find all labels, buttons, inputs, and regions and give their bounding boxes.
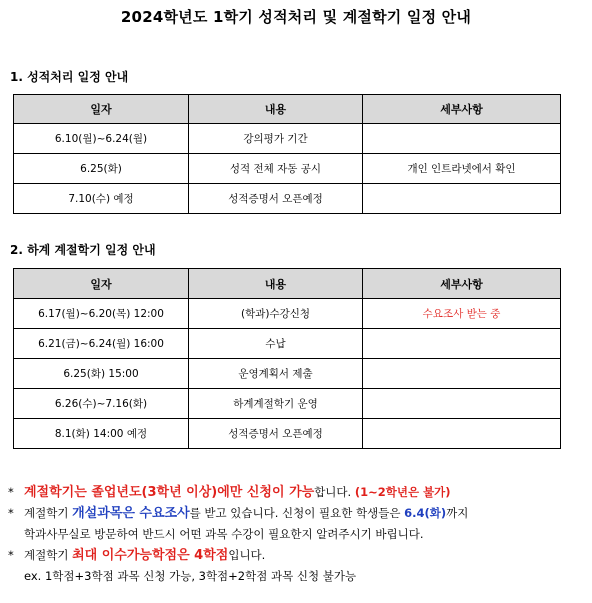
row-detail	[363, 124, 561, 154]
header-content: 내용	[189, 269, 363, 299]
note-eligibility-emphasis: 계절학기는 졸업년도(3학년 이상)에만 신청이 가능	[24, 485, 315, 500]
row-date: 6.25(화)	[14, 154, 189, 184]
note-bullet: *	[8, 548, 14, 562]
row-content: 성적 전체 자동 공시	[189, 154, 363, 184]
row-date: 7.10(수) 예정	[14, 184, 189, 214]
table-row	[14, 184, 561, 214]
row-date: 8.1(화) 14:00 예정	[14, 419, 189, 449]
row-detail	[363, 329, 561, 359]
grading-schedule-table	[13, 94, 561, 214]
row-date: 6.17(월)~6.20(목) 12:00	[14, 299, 189, 329]
note-demand-survey	[8, 503, 588, 524]
note-eligibility	[8, 482, 588, 503]
table-row	[14, 154, 561, 184]
table-header-row	[14, 269, 561, 299]
row-detail	[363, 419, 561, 449]
table-row	[14, 329, 561, 359]
row-content: 성적증명서 오픈예정	[189, 184, 363, 214]
table-row	[14, 299, 561, 329]
note-deadline: 6.4(화)	[404, 506, 447, 520]
table-header-row	[14, 95, 561, 124]
note-eligibility-text: 합니다.	[314, 485, 352, 499]
section-summer-heading: 2. 하계 계절학기 일정 안내	[10, 243, 156, 257]
row-detail	[363, 359, 561, 389]
row-content: (학과)수강신청	[189, 299, 363, 329]
note-text: 를 받고 있습니다. 신청이 필요한 학생들은	[189, 506, 405, 520]
note-max-credits	[8, 545, 588, 566]
row-detail	[363, 184, 561, 214]
row-date: 6.26(수)~7.16(화)	[14, 389, 189, 419]
table-row	[14, 124, 561, 154]
note-eligibility-exception: (1~2학년은 불가)	[354, 485, 451, 499]
table-row	[14, 359, 561, 389]
row-content: 하계계절학기 운영	[189, 389, 363, 419]
note-text: 계절학기	[24, 548, 73, 562]
section-grading-heading: 1. 성적처리 일정 안내	[10, 70, 129, 84]
row-detail	[363, 389, 561, 419]
page-title: 2024학년도 1학기 성적처리 및 계절학기 일정 안내	[120, 8, 472, 26]
note-text: 입니다.	[228, 548, 266, 562]
note-bullet: *	[8, 506, 14, 520]
note-max-credits-emphasis: 최대 이수가능학점은 4학점	[72, 548, 229, 563]
row-date: 6.21(금)~6.24(월) 16:00	[14, 329, 189, 359]
row-detail: 수요조사 받는 중	[363, 299, 561, 329]
row-content: 수납	[189, 329, 363, 359]
header-detail: 세부사항	[363, 269, 561, 299]
note-text: 까지	[446, 506, 469, 520]
header-detail: 세부사항	[363, 95, 561, 124]
table-row	[14, 389, 561, 419]
note-bullet: *	[8, 485, 14, 499]
row-date: 6.25(화) 15:00	[14, 359, 189, 389]
table-row	[14, 419, 561, 449]
note-demand-survey-line2: 학과사무실로 방문하여 반드시 어떤 과목 수강이 필요한지 알려주시기 바립니다.	[24, 527, 424, 541]
header-date: 일자	[14, 269, 189, 299]
summer-schedule-table	[13, 268, 561, 449]
header-content: 내용	[189, 95, 363, 124]
row-content: 강의평가 기간	[189, 124, 363, 154]
row-date: 6.10(월)~6.24(월)	[14, 124, 189, 154]
note-example: ex. 1학점+3학점 과목 신청 가능, 3학점+2학점 과목 신청 불가능	[24, 569, 357, 583]
row-content: 운영계획서 제출	[189, 359, 363, 389]
row-content: 성적증명서 오픈예정	[189, 419, 363, 449]
note-text: 계절학기	[24, 506, 73, 520]
header-date: 일자	[14, 95, 189, 124]
notes-section	[8, 482, 588, 587]
row-detail: 개인 인트라넷에서 확인	[363, 154, 561, 184]
note-demand-emphasis: 개설과목은 수요조사	[72, 506, 190, 521]
